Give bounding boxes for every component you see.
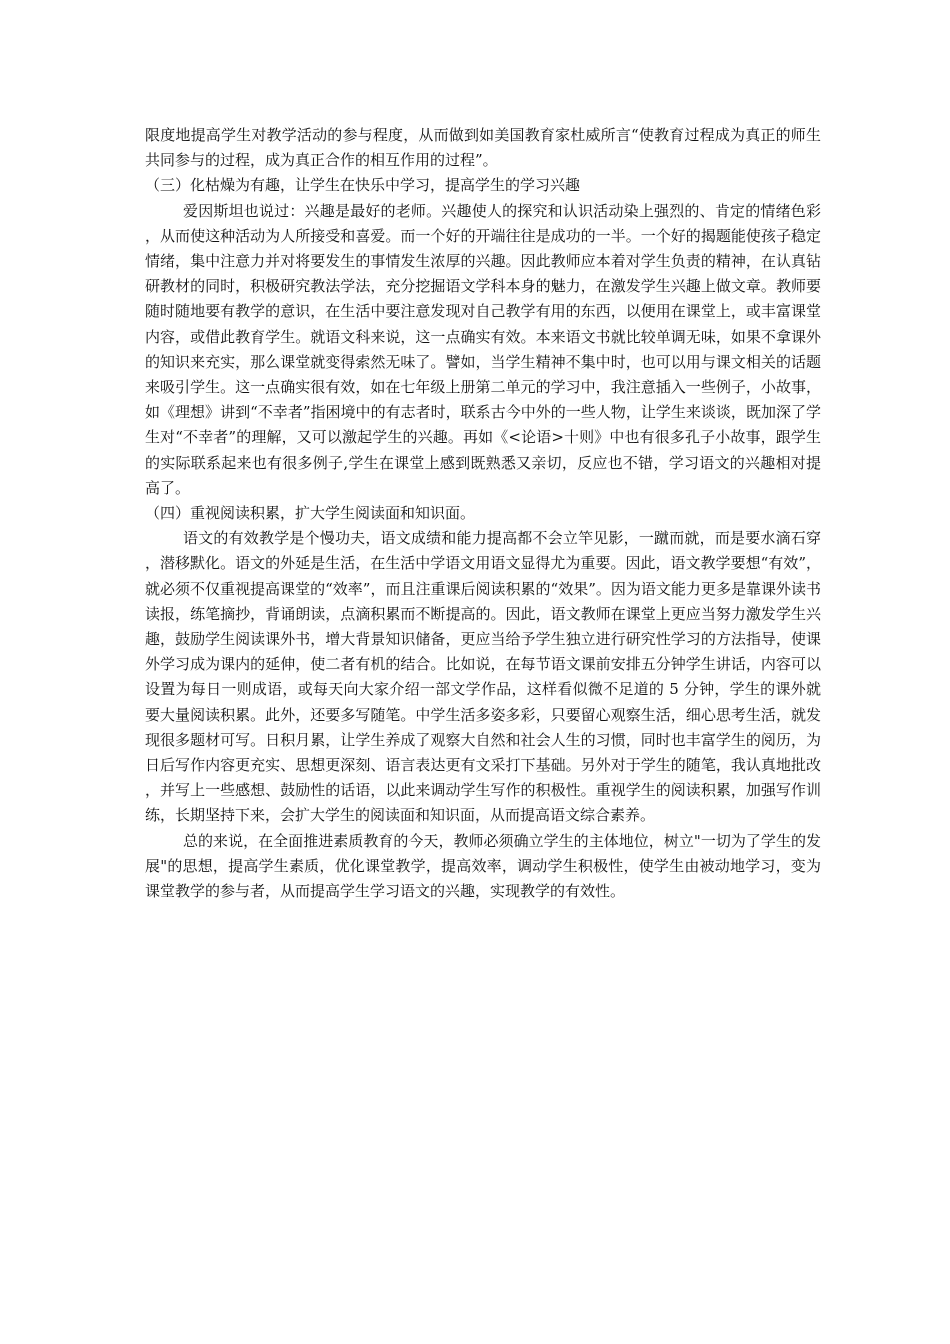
document-body: [145, 123, 821, 904]
paragraph-conclusion: 总的来说，在全面推进素质教育的今天，教师必须确立学生的主体地位，树立"一切为了学生的发展"的思想，提高学生素质，优化课堂教学，提高效率，调动学生积极性，使学生由被动地学习，变为课堂教学的参与者，从而提高学生学习语文的兴趣，实现教学的有效性。: [145, 831, 821, 901]
section-heading-3: （三）化枯燥为有趣，让学生在快乐中学习，提高学生的学习兴趣: [145, 176, 581, 195]
paragraph-continuation: 限度地提高学生对教学活动的参与程度，从而做到如美国教育家杜威所言“使教育过程成为真正的师生共同参与的过程，成为真正合作的相互作用的过程”。: [145, 126, 821, 170]
paragraph-reading: 语文的有效教学是个慢功夫，语文成绩和能力提高都不会立竿见影，一蹴而就，而是要水滴石穿，潜移默化。语文的外延是生活，在生活中学语文用语文显得尤为重要。因此，语文教学要想“有效”，就必须不仅重视提高课堂的“效率”，而且注重课后阅读积累的“效果”。因为语文能力更多是靠课外读书读报，练笔摘抄，背诵朗读，点滴积累而不断提高的。因此，语文教师在课堂上更应当努力激发学生兴趣，鼓励学生阅读课外书，增大背景知识储备，更应当给予学生独立进行研究性学习的方法指导，使课外学习成为课内的延伸，使二者有机的结合。比如说，在每节语文课前安排五分钟学生讲话，内容可以设置为每日一则成语，或每天向大家介绍一部文学作品，这样看似微不足道的 5 分钟，学生的课外就要大量阅读积累。此外，还要多写随笔。中学生活多姿多彩，只要留心观察生活，细心思考生活，就发现很多题材可写。日积月累，让学生养成了观察大自然和社会人生的习惯，同时也丰富学生的阅历，为日后写作内容更充实、思想更深刻、语言表达更有文采打下基础。另外对于学生的随笔，我认真地批改，并写上一些感想、鼓励性的话语，以此来调动学生写作的积极性。重视学生的阅读积累，加强写作训练，长期坚持下来，会扩大学生的阅读面和知识面，从而提高语文综合素养。: [145, 529, 821, 825]
paragraph-interest: 爱因斯坦也说过：兴趣是最好的老师。兴趣使人的探究和认识活动染上强烈的、肯定的情绪色彩，从而使这种活动为人所接受和喜爱。而一个好的开端往往是成功的一半。一个好的揭题能使孩子稳定情绪，集中注意力并对将要发生的事情发生浓厚的兴趣。因此教师应本着对学生负责的精神，在认真钻研教材的同时，积极研究教法学法，充分挖掘语文学科本身的魅力，在激发学生兴趣上做文章。教师要随时随地要有教学的意识，在生活中要注意发现对自己教学有用的东西，以便用在课堂上，或丰富课堂内容，或借此教育学生。就语文科来说，这一点确实有效。本来语文书就比较单调无味，如果不拿课外的知识来充实，那么课堂就变得索然无味了。譬如，当学生精神不集中时，也可以用与课文相关的话题来吸引学生。这一点确实很有效，如在七年级上册第二单元的学习中，我注意插入一些例子，小故事，如《理想》讲到“不幸者”指困境中的有志者时，联系古今中外的一些人物，让学生来谈谈，既加深了学生对“不幸者”的理解，又可以激起学生的兴趣。再如《<论语>十则》中也有很多孔子小故事，跟学生的实际联系起来也有很多例子,学生在课堂上感到既熟悉又亲切，反应也不错，学习语文的兴趣相对提高了。: [145, 201, 821, 497]
section-heading-4: （四）重视阅读积累，扩大学生阅读面和知识面。: [145, 504, 476, 523]
